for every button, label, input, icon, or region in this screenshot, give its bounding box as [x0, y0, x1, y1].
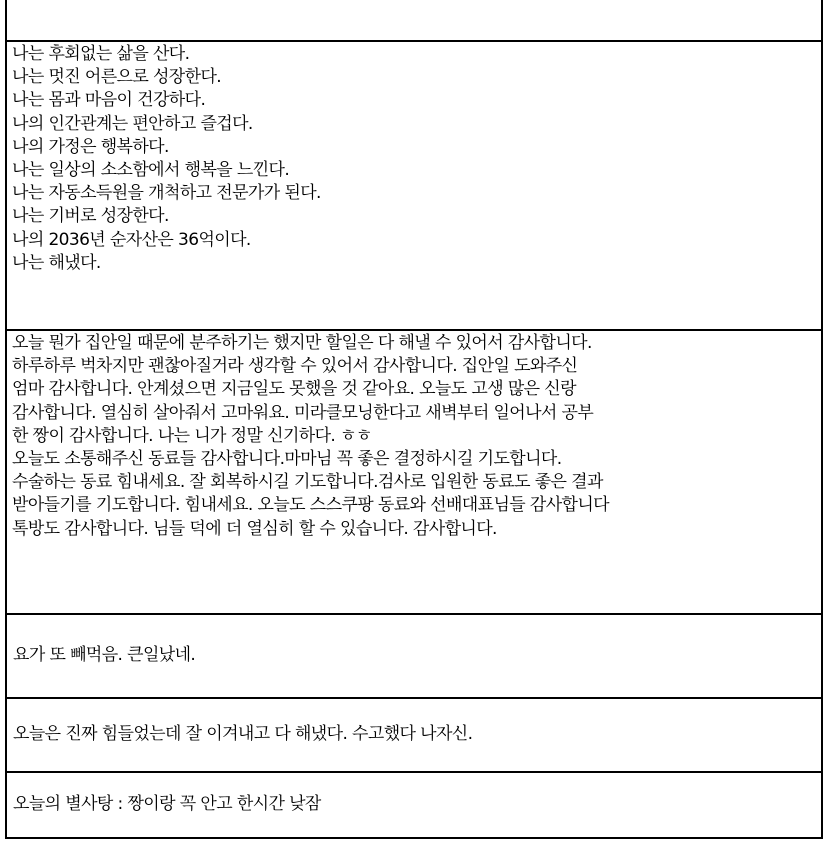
gratitude-line: 한 짱이 감사합니다. 나는 니가 정말 신기하다. ㅎㅎ [12, 425, 372, 446]
note-row-star-candy [6, 772, 822, 838]
affirmations-cell [6, 41, 822, 330]
empty-header-row [6, 0, 822, 41]
affirmations-row [6, 41, 822, 330]
affirmation-line: 나의 2036년 순자산은 36억이다. [12, 229, 251, 250]
gratitude-line: 수술하는 동료 힘내세요. 잘 회복하시길 기도합니다.검사로 입원한 동료도 좋은 결과 [12, 472, 603, 493]
affirmation-line: 나의 가정은 행복하다. [12, 136, 169, 157]
gratitude-cell [6, 330, 822, 614]
gratitude-line: 톡방도 감사합니다. 님들 덕에 더 열심히 할 수 있습니다. 감사합니다. [12, 518, 497, 539]
journal-table [5, 0, 823, 839]
affirmation-line: 나의 인간관계는 편안하고 즐겁다. [12, 113, 253, 134]
affirmation-line: 나는 자동소득원을 개척하고 전문가가 된다. [12, 183, 321, 204]
note-cell: 요가 또 빼먹음. 큰일났네. [6, 614, 822, 698]
note-cell: 오늘의 별사탕 : 짱이랑 꼭 안고 한시간 낮잠 [6, 772, 822, 838]
affirmation-line: 나는 몸과 마음이 건강하다. [12, 90, 206, 111]
gratitude-line: 감사합니다. 열심히 살아줘서 고마워요. 미라클모닝한다고 새벽부터 일어나서 공부 [12, 402, 594, 423]
gratitude-line: 하루하루 벅차지만 괜찮아질거라 생각할 수 있어서 감사합니다. 집안일 도와주신 [12, 356, 578, 377]
gratitude-row [6, 330, 822, 614]
affirmation-line: 나는 일상의 소소함에서 행복을 느낀다. [12, 160, 290, 181]
affirmation-line: 나는 후회없는 삶을 산다. [12, 44, 190, 64]
note-row-reflection [6, 614, 822, 698]
affirmation-line: 나는 멋진 어른으로 성장한다. [12, 67, 222, 88]
gratitude-line: 오늘도 소통해주신 동료들 감사합니다.마마님 꼭 좋은 결정하시길 기도합니다. [12, 449, 562, 470]
affirmation-line: 나는 해냈다. [12, 252, 101, 273]
gratitude-line: 오늘 뭔가 집안일 때문에 분주하기는 했지만 할일은 다 해낼 수 있어서 감사합니다. [12, 333, 592, 353]
note-cell: 오늘은 진짜 힘들었는데 잘 이겨내고 다 해냈다. 수고했다 나자신. [6, 698, 822, 772]
affirmation-line: 나는 기버로 성장한다. [12, 206, 169, 227]
note-row-praise [6, 698, 822, 772]
gratitude-line: 받아들기를 기도합니다. 힘내세요. 오늘도 스스쿠팡 동료와 선배대표님들 감사합니다 [12, 495, 610, 516]
empty-header-cell [6, 0, 822, 41]
gratitude-line: 엄마 감사합니다. 안계셨으면 지금일도 못했을 것 같아요. 오늘도 고생 많은 신랑 [12, 379, 576, 400]
